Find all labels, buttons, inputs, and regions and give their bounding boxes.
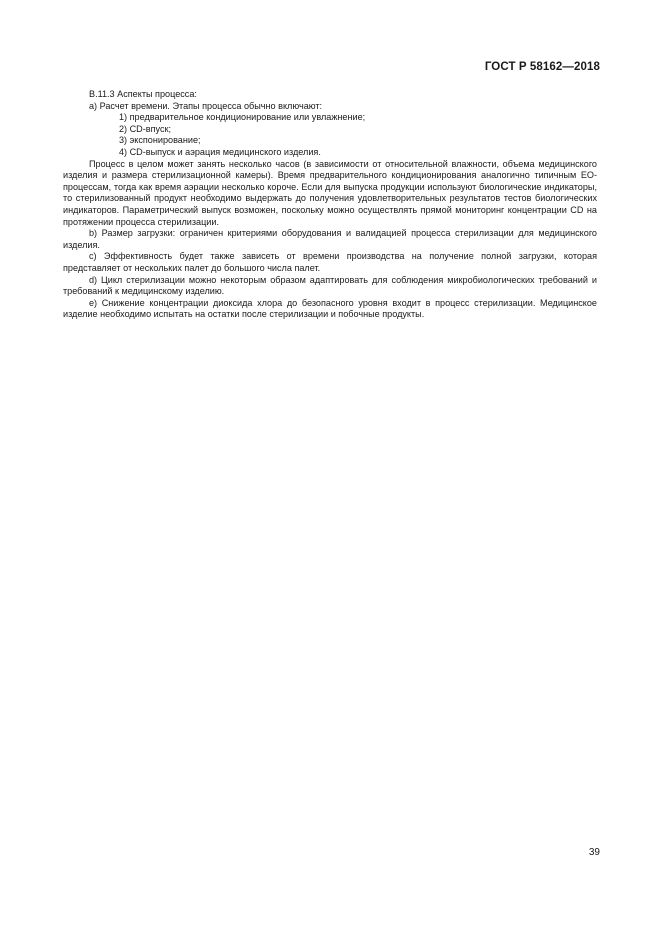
list-item-e: e) Снижение концентрации диоксида хлора до безопасного уровня входит в процесс стерилизации. Медицинское изделие необходимо испытать на остатки после стерилизации и побочные продукты. (63, 297, 597, 320)
document-body (63, 89, 597, 321)
list-item-d: d) Цикл стерилизации можно некоторым образом адаптировать для соблюдения микробиологических требований и требований к медицинскому изделию. (63, 274, 597, 297)
process-step-3: 3) экспонирование; (119, 135, 201, 146)
process-step-4: 4) CD-выпуск и аэрация медицинского изделия. (119, 146, 321, 157)
process-step-2: 2) CD-впуск; (119, 123, 172, 134)
document-standard-number: ГОСТ Р 58162—2018 (484, 61, 600, 73)
section-heading: B.11.3 Аспекты процесса: (89, 89, 197, 99)
list-item-b: b) Размер загрузки: ограничен критериями оборудования и валидацией процесса стерилизации для медицинского изделия. (63, 228, 597, 250)
list-item-a: a) Расчет времени. Этапы процесса обычно включают: (89, 100, 323, 111)
paragraph-process: Процесс в целом может занять несколько часов (в зависимости от относительной влажности, объема медицинского изделия и размера стерилизационной камеры). Время предварительного кондиционирования аналогично типичным ЕО-процессам, тогда как время аэрации несколько короче. Если для выпуска продукции используют биологические индикаторы, то стерилизованный продукт необходимо выдержать до получения удовлетворительных результатов тестов биологических индикаторов. Параметрический выпуск возможен, поскольку можно осуществлять прямой мониторинг концентрации CD на протяжении процесса стерилизации. (63, 158, 597, 227)
page-number: 39 (588, 847, 600, 858)
process-step-1: 1) предварительное кондиционирование или увлажнение; (119, 112, 366, 123)
list-item-c: c) Эффективность будет также зависеть от времени производства на получение полной загрузки, которая представляет от нескольких палет до большого числа палет. (63, 251, 597, 273)
